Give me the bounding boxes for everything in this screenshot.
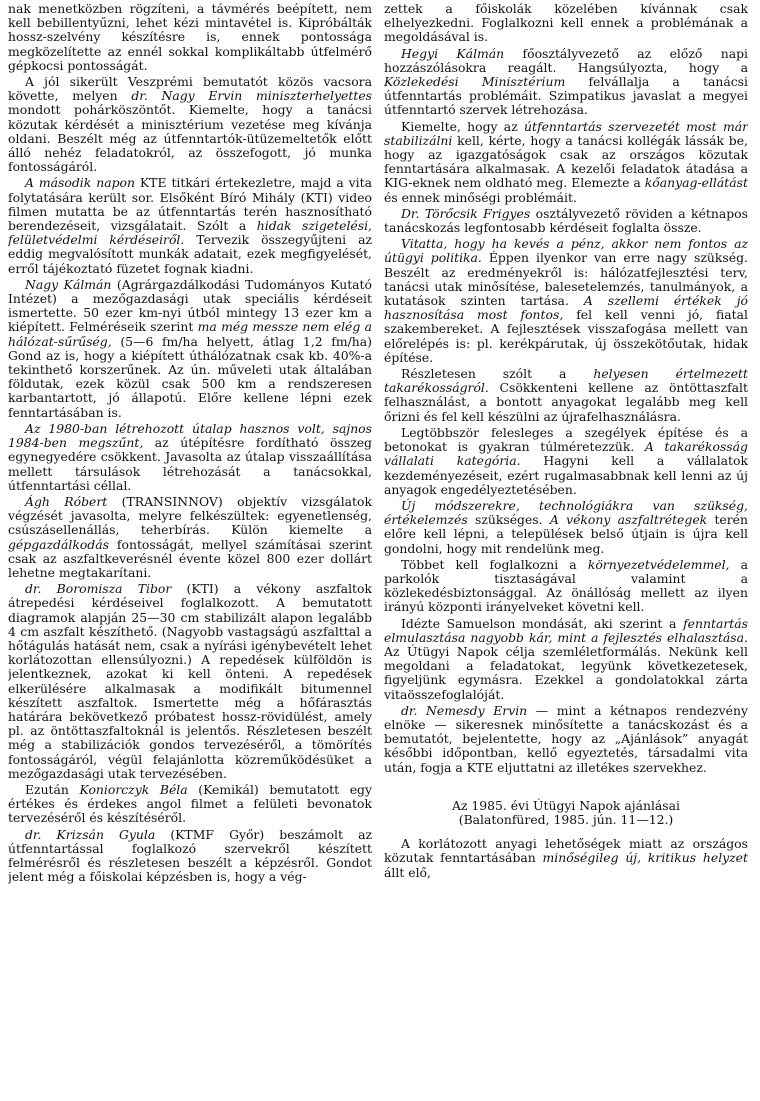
text-run: Többet kell foglalkozni a <box>401 556 588 572</box>
text-run: A korlátozott anyagi lehetőségek miatt az országos közutak fenntartásában <box>384 836 748 866</box>
text-run: és ennek minőségi problémáit. <box>384 189 577 205</box>
emphasis-text: A takarékosság vállalati kategória. <box>384 439 748 469</box>
paragraph <box>384 704 748 775</box>
text-run: felvállalja a tanácsi útfenntartás problémáit. Szimpatikus javaslat a megyei útfenntartó szervek létrehozása. <box>384 74 748 118</box>
text-run: Tervezik összegyűjteni az eddig megvalósított munkák adatait, ezek megfigyelését, erről tájékoztató füzetet fognak kiadni. <box>8 232 372 276</box>
emphasis-text: környezetvédelemmel, <box>587 556 730 572</box>
emphasis-text: minőségileg új, kritikus helyzet <box>542 850 748 866</box>
emphasis-text: útfenntartás szervezetét most már stabilizálni <box>384 118 748 148</box>
text-run: szükséges. <box>467 512 550 528</box>
closing-paragraph <box>384 837 748 880</box>
text-run: Idézte Samuelson mondását, aki szerint a <box>401 615 684 631</box>
text-run: fontosságát, mellyel számításai szerint csak az aszfaltkeverésnél évente közel 800 ezer dollárt lehetne megtakarítani. <box>8 536 372 580</box>
text-run: Csökkenteni kellene az öntöttaszfalt felhasználást, a bontott anyagokat legalább meg kell őrizni és fel kell készülni az újrafelhasználásra. <box>384 380 748 424</box>
paragraph <box>8 582 372 781</box>
text-run: Részletesen szólt a <box>401 366 594 382</box>
paragraph <box>384 120 748 205</box>
text-run: Az Útügyi Napok célja szemléletformálás. Nekünk kell megoldani a feladatokat, legyünk következetesek, figyeljünk egymásra. Ezekkel a gondolatokkal zárta vitaösszefoglalóját. <box>384 643 748 702</box>
emphasis-text: Nagy Kálmán <box>25 276 112 292</box>
text-run: zettek a főiskolák közelében kívánnak csak elhelyezkedni. Foglalkozni kell ennek a problémának a megoldásával is. <box>384 2 748 45</box>
paragraph <box>8 176 372 275</box>
heading-subtitle: (Balatonfüred, 1985. jún. 11—12.) <box>458 811 674 827</box>
emphasis-text: Új módszerekre, technológiákra van szükség, értékelemzés <box>384 497 748 528</box>
emphasis-text: fenntartás elmulasztása nagyobb kár, mint a fejlesztés elhalasztása. <box>384 615 748 645</box>
text-run: terén előre kell lépni, a települések belső útjain is újra kell gondolni, hogy mit rendelünk meg. <box>384 512 748 556</box>
emphasis-text: Vitatta, hogy ha kevés a pénz, akkor nem fontos az útügyi politika. <box>384 236 748 266</box>
text-run: Legtöbbször felesleges a szegélyek építése és a betonokat is gyakran túlméretezzük. <box>384 424 748 455</box>
text-run: KTE titkári értekezletre, majd a vita folytatására került sor. Elsőként Bíró Mihály (KTI) video filmen mutatta be az útfenntartás terén hasznosítható berendezéseit, vizsgálatait. Szólt a <box>8 175 372 234</box>
text-run: fel kell venni jó, fiatal szakembereket. A fejlesztések visszafogása mellett van előrelépés is: pl. kerékpárutak, új összekötőutak, hidak építése. <box>384 307 748 365</box>
emphasis-text: A szellemi értékek jó hasznosítása most fontos, <box>384 293 748 323</box>
text-run: kell, kérte, hogy a tanácsi kollégák lássák be, hogy az igazgatóságok csak az országos közutak fenntartására alkalmasak. A kezelői feladatok átadása a KIG-eknek nem oldható meg. Elemezte a <box>384 132 748 191</box>
emphasis-text: gépgazdálkodás <box>8 536 109 552</box>
emphasis-text: dr. Boromisza Tibor <box>25 581 172 597</box>
text-run: az útépítésre fordítható összeg egynegyedére csökkent. Javasolta az útalap visszaállítása mellett társulások létrehozását a tanácsokkal, útfenntartási céllal. <box>8 435 372 493</box>
emphasis-text: A vékony aszfaltrétegek <box>549 512 708 528</box>
text-run: (Kemikál) bemutatott egy értékes és érdekes angol filmet a felületi bevonatok tervezéséről és készítéséről. <box>8 781 372 826</box>
emphasis-text: A második napon <box>25 175 135 191</box>
text-run: mondott pohárköszöntőt. Kiemelte, hogy a tanácsi közutak kérdését a minisztérium vezetése meg kívánja oldani. Beszélt még az útfenntartók-ütüzemeltetők előtt álló nehéz feladatokról, az összefogott, jó munka fontosságáról. <box>8 102 372 175</box>
paragraph <box>384 426 748 497</box>
text-run: a parkolók tisztaságával valamint a közlekedésbiztonsággal. Az önállóság mellett az ilyen irányú központi irányelveket követni kell. <box>384 556 748 615</box>
text-run: Ezután <box>25 781 80 797</box>
paragraph <box>8 495 372 580</box>
text-run: osztályvezető röviden a kétnapos tanácskozás legfontosabb kérdéseit foglalta össze. <box>384 205 748 236</box>
paragraph <box>384 367 748 424</box>
text-run: (KTI) a vékony aszfaltok átrepedési kérdéseivel foglalkozott. A bemutatott diagramok alapján 25—30 cm stabilizált alapon legalább 4 cm aszfalt készíthető. (Nagyobb vastagságú aszfalttal a hőtágulás hatását nem, csak a nyírási igénybevételt lehet korlátozottan ellensúlyozni.) A repedések külföldön is jelentkeznek, azokat ki kell önteni. A repedések elkerülésére alkalmasak a modifikált bitumennel készített aszfaltok. Ismertette még a hőfárasztás határára bekövetkező próbatest hossz-rövidülést, amely pl. az öntöttaszfaltoknál is jelentős. Részletesen beszélt még a stabilizációk gondos tervezéséről, a tömörítés fontosságáról, végül felajánlotta közreműködésüket a mezőgazdasági utak tervezésében. <box>8 581 372 781</box>
emphasis-text: dr. Nemesdy Ervin <box>401 702 528 718</box>
text-run: Éppen ilyenkor van erre nagy szükség. Beszélt az eredményekről is: hálózatfejlesztési terv, tanácsi utak minősítése, balesetelemzés, tanulmányok, a kutatások szinten tartása. <box>384 250 748 309</box>
emphasis-text: dr. Nagy Ervin miniszterhelyettes <box>131 88 372 104</box>
paragraph <box>384 47 748 118</box>
emphasis-text: hidak szigetelési, felületvédelmi kérdéseiről. <box>8 218 372 248</box>
paragraph <box>384 2 748 45</box>
text-run: állt elő, <box>384 864 431 880</box>
paragraph <box>8 2 372 73</box>
paragraph <box>8 278 372 420</box>
paragraph <box>8 828 372 885</box>
paragraph <box>384 207 748 235</box>
emphasis-text: dr. Krizsán Gyula <box>25 826 156 842</box>
text-run: (Agrárgazdálkodási Tudományos Kutató Intézet) a mezőgazdasági utak speciális kérdéseit ismertette. 50 ezer km-nyi útból mintegy 13 ezer km a kiépített. Felméréseik szerint <box>8 276 372 335</box>
text-run: főosztályvezető az előző napi hozzászólásokra reagált. Hangsúlyozta, hogy a <box>384 45 748 75</box>
text-run: nak menetközben rögzíteni, a távmérés beépített, nem kell bebillentyűzni, lehet kézi mintavétel is. Kipróbálták hossz-szelvény készítésre is, ennek pontossága megközelítette az ennél sokkal komplikáltabb útfelmérő gépkocsi pontosságát. <box>8 2 372 73</box>
emphasis-text: Koniorczyk Béla <box>79 781 188 797</box>
paragraph <box>384 558 748 615</box>
emphasis-text: ma még messze nem elég a hálózat-sűrűség, <box>8 319 372 349</box>
text-run: Hagyni kell a vállalatok kezdeményezéseit, ezért rugalmasabbnak kell lenni az új anyagok engedélyeztetésében. <box>384 453 748 497</box>
paragraph <box>384 237 748 365</box>
paragraph <box>8 75 372 174</box>
text-run: (KTMF Győr) beszámolt az útfenntartással foglalkozó szervekről készített felmérésről és részletesen beszélt a képzésről. Gondot jelent még a főiskolai képzésben is, hogy a vég- <box>8 826 372 885</box>
left-column <box>8 2 372 1101</box>
text-run: — mint a kétnapos rendezvény elnöke — sikeresnek minősítette a tanácskozást és a bemutatót, bejelentette, hogy az „Ajánlások” anyagát későbbi időpontban, kellő egyeztetés, társadalmi vita után, fogja a KTE eljuttatni az illetékes szervekhez. <box>384 702 748 775</box>
heading-title: Az 1985. évi Útügyi Napok ajánlásai <box>451 797 681 813</box>
emphasis-text: kőanyag-ellátást <box>644 175 748 191</box>
emphasis-text: Dr. Törőcsik Frigyes <box>401 205 531 221</box>
right-column-paragraphs <box>384 2 748 775</box>
recommendations-heading <box>384 799 748 827</box>
paragraph <box>8 783 372 826</box>
emphasis-text: Ágh Róbert <box>25 493 108 509</box>
paragraph <box>8 422 372 493</box>
text-run: Kiemelte, hogy az <box>401 118 525 134</box>
emphasis-text: Közlekedési Minisztérium <box>384 74 566 90</box>
text-run: (5—6 fm/ha helyett, átlag 1,2 fm/ha) Gond az is, hogy a kiépített úthálózatnak csak kb. 40%-a tekinthető korszerűnek. Az ún. műveleti utak általában földutak, ezek közül csak 500 km a rendszeresen karbantartott, jó állapotú. Előre kellene lépni ezek fenntartásában is. <box>8 333 372 420</box>
emphasis-text: helyesen értelmezett takarékosságról. <box>384 366 748 396</box>
right-column <box>384 2 748 1101</box>
text-run: A jól sikerült Veszprémi bemutatót közös vacsora követte, melyen <box>8 74 372 104</box>
text-run: (TRANSINNOV) objektív vizsgálatok végzését javasolta, melyre felkészültek: egyenetlenség, csúszásellenállás, teherbírás. Külön kiemelte a <box>8 493 372 538</box>
paragraph <box>384 617 748 702</box>
emphasis-text: Az 1980-ban létrehozott útalap hasznos volt, sajnos 1984-ben megszűnt, <box>8 420 372 451</box>
emphasis-text: Hegyi Kálmán <box>401 45 505 61</box>
paragraph <box>384 499 748 556</box>
